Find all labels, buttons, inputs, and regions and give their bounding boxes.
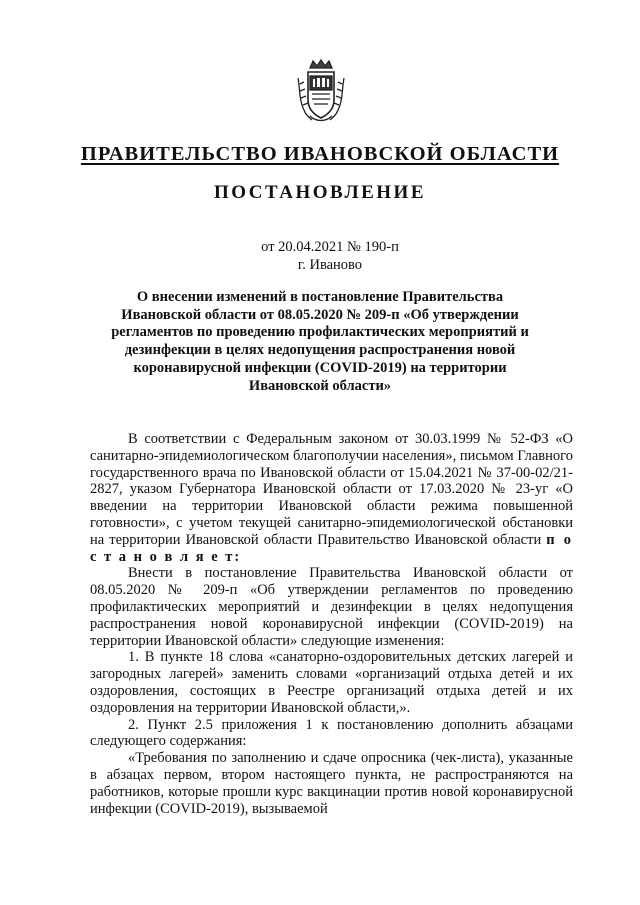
paragraph-amend: Внести в постановление Правительства Ивановской области от 08.05.2020 № 209-п «Об утверждении регламентов по проведению профилактических мероприятий и дезинфекции в целях недопущения распространения новой коронавирусной инфекции (COVID-2019) на территории Ивановской области» следующие изменения: bbox=[90, 565, 573, 649]
decree-word: п о с т а н о в л я е т: bbox=[90, 531, 573, 565]
paragraph-item-2: 2. Пункт 2.5 приложения 1 к постановлению дополнить абзацами следующего содержания: bbox=[90, 716, 573, 750]
preamble-text: В соответствии с Федеральным законом от 30.03.1999 № 52-ФЗ «О санитарно-эпидемиологическом благополучии населения», письмом Главного государственного врача по Ивановской области от 15.04.2021 № 37-00-02/21-2827, указом Губернатора Ивановской области от 17.03.2020 № 23-уг «О введении на территории Ивановской области режима повышенной готовности», с учетом текущей санитарно-эпидемиологической обстановки на территории Ивановской области Правительство Ивановской области bbox=[90, 431, 574, 548]
coat-of-arms-emblem bbox=[296, 58, 346, 124]
document-meta bbox=[250, 239, 410, 274]
document-subject: О внесении изменений в постановление Правительства Ивановской области от 08.05.2020 № 209-п «Об утверждении регламентов по проведению профилактических мероприятий и дезинфекции в целях недопущения распространения новой коронавирусной инфекции (COVID-2019) на территории Ивановской области» bbox=[111, 289, 529, 394]
paragraph-preamble bbox=[90, 431, 573, 565]
date-number: от 20.04.2021 № 190-п bbox=[261, 239, 399, 255]
document-body bbox=[90, 431, 573, 817]
government-title: ПРАВИТЕЛЬСТВО ИВАНОВСКОЙ ОБЛАСТИ bbox=[80, 143, 560, 165]
document-type-title: ПОСТАНОВЛЕНИЕ bbox=[213, 182, 427, 203]
paragraph-item-1: 1. В пункте 18 слова «санаторно-оздоровительных детских лагерей и загородных лагерей» заменить словами «организаций отдыха детей и их оздоровления, состоящих в Реестре организаций отдыха детей и их оздоровления на территории Ивановской области,». bbox=[90, 649, 573, 716]
city: г. Иваново bbox=[297, 256, 363, 273]
paragraph-quote: «Требования по заполнению и сдаче опросника (чек-листа), указанные в абзацах первом, втором настоящего пункта, не распространяются на работников, которые прошли курс вакцинации против новой коронавирусной инфекции (COVID-2019), вызываемой bbox=[90, 750, 573, 817]
